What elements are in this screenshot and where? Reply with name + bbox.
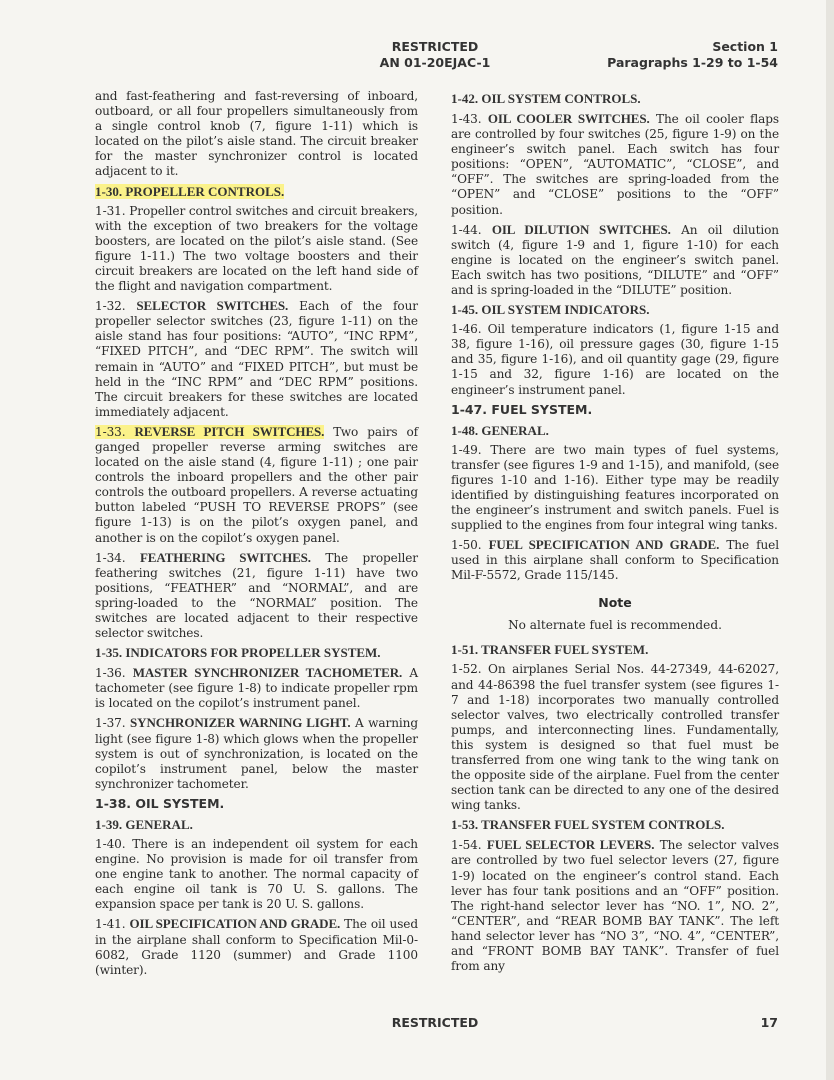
header-restricted: RESTRICTED [391,39,479,54]
note-text: No alternate fuel is recommended. [508,618,722,633]
page-number: 17 [760,1015,778,1030]
heading-1-39: 1-39. GENERAL. [95,816,193,832]
para-number: 1-41. [95,917,126,932]
para-number: 1-50. [451,538,482,553]
para-title: OIL DILUTION SWITCHES. [491,221,671,237]
para-title: FEATHERING SWITCHES. [139,549,311,565]
para-text: A tachometer (see figure 1-8) to indicate propeller rpm is located on the copilot’s instrument panel. [95,666,418,711]
para-number: 1-44. [451,222,482,237]
header-section: Section 1 [712,39,778,54]
paragraph-1-49: 1-49. There are two main types of fuel systems, transfer (see figures 1-9 and 1-15), and manifold, (see figures 1-10 and 1-16). Either type may be readily identified by distinguishing features incorporated on the engineer’s instrument and switch panels. Fuel is supplied to the engines from four integral wing tanks. [451,442,779,533]
paragraph-1-34 [95,550,418,642]
para-title: SELECTOR SWITCHES. [136,298,289,314]
footer-restricted: RESTRICTED [391,1015,479,1030]
paragraph-1-31: 1-31. Propeller control switches and circuit breakers, with the exception of two breakers for the voltage boosters, are located on the pilot’s aisle stand. (See figure 1-11.) The two voltage boosters and their circuit breakers are located on the left hand side of the flight and navigation compartment. [95,203,418,294]
left-column [95,89,418,982]
highlight: 1-30. PROPELLER CONTROLS. [95,183,285,199]
para-title: OIL SPECIFICATION AND GRADE. [129,916,341,932]
paragraph-1-36 [95,665,418,711]
heading-1-45: 1-45. OIL SYSTEM INDICATORS. [451,302,650,318]
right-column [451,89,779,978]
para-number: 1-37. [95,716,126,731]
heading-1-35: 1-35. INDICATORS FOR PROPELLER SYSTEM. [95,645,381,661]
para-text: An oil dilution switch (4, figure 1-9 and 1, figure 1-10) for each engine is located on the engineer’s switch panel. Each switch has two positions, “DILUTE” and “OFF” and is spring-loaded in the “DILUTE” position. [451,222,779,298]
paragraph-1-37 [95,715,418,791]
paragraph-1-46: 1-46. Oil temperature indicators (1, figure 1-15 and 38, figure 1-16), oil pressure gages (30, figure 1-15 and 35, figure 1-16), and oil quantity gage (29, figure 1-15 and 32, figure 1-16) are located on the engineer’s instrument panel. [451,322,779,397]
para-number: 1-43. [451,112,482,126]
para-number: 1-34. [95,550,126,565]
para-text: Each of the four propeller selector switches (23, figure 1-11) on the aisle stand has four positions: “AUTO”, “INC RPM”, “FIXED PITCH”, and “DEC RPM”. The switch will remain in “AUTO” and “FIXED PITCH”, but must be held in the “INC RPM” and “DEC RPM” positions. The circuit breakers for these switches are located immediately adjacent. [95,299,418,419]
header-paragraphs: Paragraphs 1-29 to 1-54 [607,55,778,70]
para-number: 1-36. [95,666,126,681]
para-title: FUEL SELECTOR LEVERS. [486,837,655,853]
para-title: FUEL SPECIFICATION AND GRADE. [488,537,720,553]
para-text: The oil used in the airplane shall conform to Specification Mil-0-6082, Grade 1120 (summer) and Grade 1100 (winter). [95,917,418,977]
para-title: OIL COOLER SWITCHES. [487,111,650,126]
para-text: The oil cooler flaps are controlled by four switches (25, figure 1-9) on the engineer’s switch panel. Each switch has four positions: “OPEN”, “AUTOMATIC”, “CLOSE”, and “OFF”. The switches are spring-loaded from the “OPEN” and “CLOSE” positions to the “OFF” position. [451,112,779,217]
heading-1-30 [95,184,418,200]
paragraph-1-44 [451,222,779,298]
para-text: The selector valves are controlled by two fuel selector levers (27, figure 1-9) located on the engineer’s control stand. Each lever has four tank positions and an “OFF” position. The right-hand selector lever has “NO. 1”, NO. 2”, “CENTER”, and “REAR BOMB BAY TANK”. The left hand selector lever has “NO 3”, “NO. 4”, “CENTER”, and “FRONT BOMB BAY TANK”. Transfer of fuel from any [451,838,779,974]
heading-1-47: 1-47. FUEL SYSTEM. [451,401,593,417]
para-title: REVERSE PITCH SWITCHES. [134,423,325,439]
heading-1-48: 1-48. GENERAL. [451,422,549,438]
para-text-a: Two pairs of ganged propeller reverse arming switches are [95,424,419,454]
header-doc-number: AN 01-20EJAC-1 [379,55,491,70]
paragraph-1-52: 1-52. On airplanes Serial Nos. 44-27349, 44-62027, and 44-86398 the fuel transfer system (see figures 1-7 and 1-18) incorporates two manually controlled selector valves, two electrically controlled transfer pumps, and interconnecting lines. Fundamentally, this system is designed so that fuel must be transferred from one wing tank to the wing tank on the opposite side of the airplane. Fuel from the center section tank can be directed to any one of the desired wing tanks. [451,662,779,813]
header-center [360,39,510,71]
para-text: A warning light (see figure 1-8) which glows when the propeller system is out of synchronization, is located on the copilot’s instrument panel, below the master synchronizer tachometer. [95,716,418,791]
para-number: 1-33. [95,424,126,439]
paragraph-1-33 [95,424,418,546]
header-right [607,39,778,71]
paragraph-1-54 [451,837,779,974]
paragraph-1-43 [451,111,779,218]
paragraph-intro: and fast-feathering and fast-reversing of inboard, outboard, or all four propellers simultaneously from a single control knob (7, figure 1-11) which is located on the pilot’s aisle stand. The circuit breaker for the master synchronizer control is located adjacent to it. [95,89,418,179]
para-number: 1-54. [451,838,482,853]
paragraph-1-50 [451,537,779,583]
para-text-b: located on the aisle stand (4, figure 1-11) ; one pair controls the inboard propellers and the other pair controls the outboard propellers. A reverse actuating button labeled “PUSH TO REVERSE PROPS” (see figure 1-13) is on the pilot’s oxygen panel, and another is on the copilot’s oxygen panel. [95,455,418,545]
para-text: The propeller feathering switches (21, figure 1-11) have two positions, “FEATHER” and “NORMAL”, and are spring-loaded to the “NORMAL” position. The switches are located adjacent to their respective selector switches. [95,550,418,641]
paragraph-1-40: 1-40. There is an independent oil system for each engine. No provision is made for oil transfer from one engine tank to another. The normal capacity of each engine oil tank is 70 U. S. gallons. The expansion space per tank is 20 U. S. gallons. [95,836,418,912]
note-title: Note [598,595,632,611]
para-number: 1-32. [95,299,126,314]
heading-1-38: 1-38. OIL SYSTEM. [95,795,225,811]
heading-1-53: 1-53. TRANSFER FUEL SYSTEM CONTROLS. [451,817,725,833]
highlight [95,425,324,439]
heading-1-51: 1-51. TRANSFER FUEL SYSTEM. [451,642,649,658]
para-text: The fuel used in this airplane shall conform to Specification Mil-F-5572, Grade 115/145. [451,538,779,583]
paragraph-1-32 [95,298,418,420]
page-edge [826,0,834,1080]
paragraph-1-41 [95,916,418,977]
para-title: SYNCHRONIZER WARNING LIGHT. [130,715,351,731]
heading-1-42: 1-42. OIL SYSTEM CONTROLS. [451,91,641,106]
para-title: MASTER SYNCHRONIZER TACHOMETER. [132,665,403,681]
